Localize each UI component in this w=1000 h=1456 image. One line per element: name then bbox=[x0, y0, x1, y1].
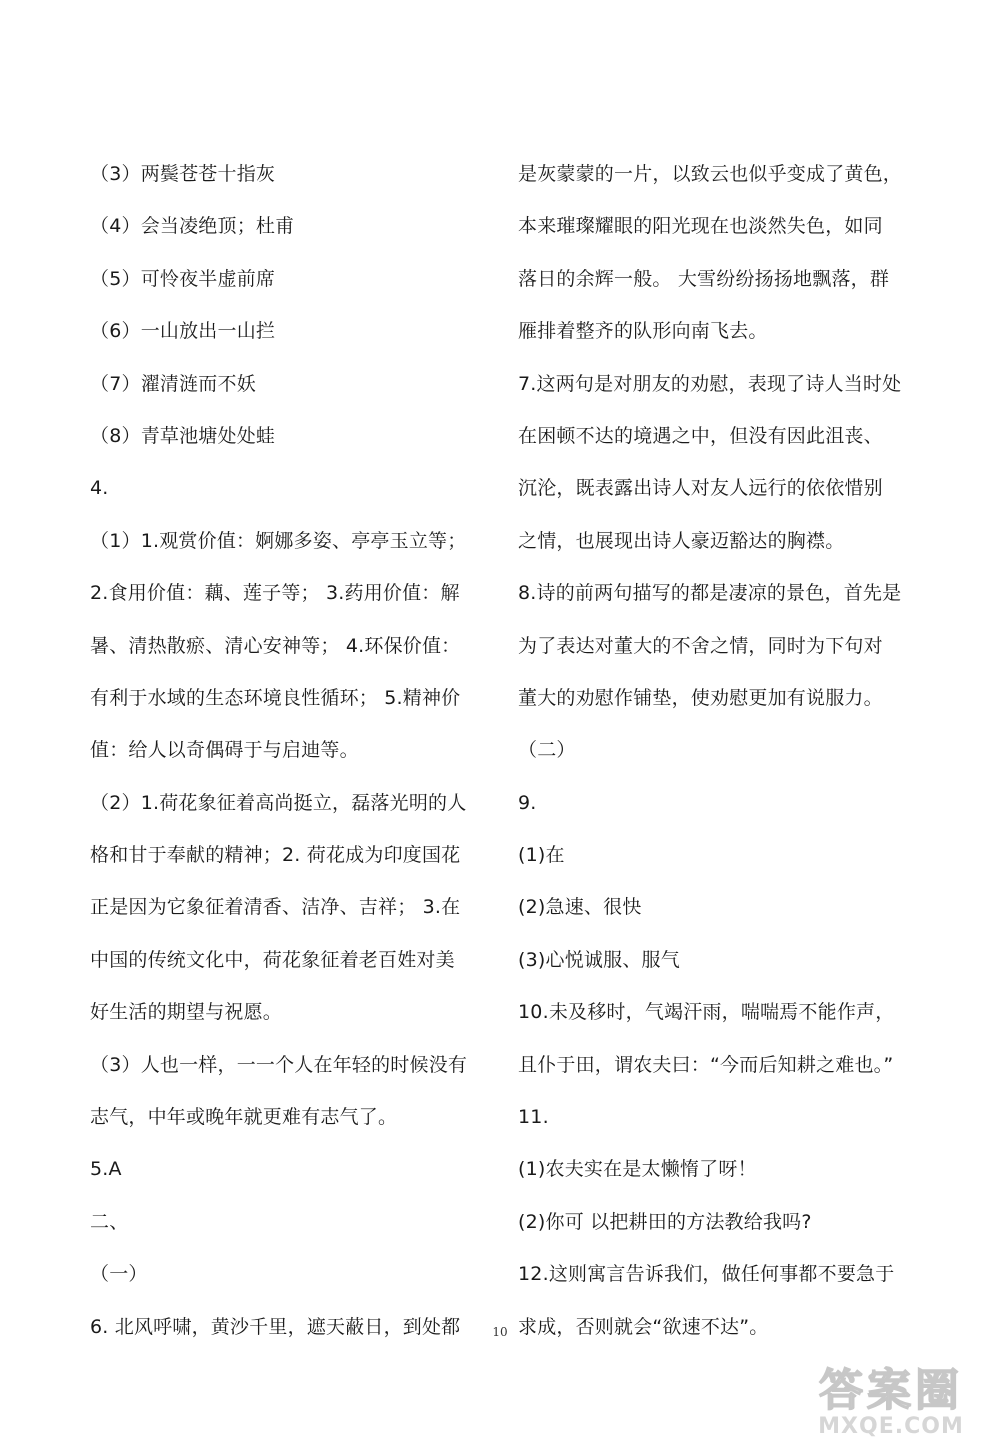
text-line: （7）濯清涟而不妖 bbox=[90, 372, 256, 395]
text-line: （1）1.观赏价值：婀娜多姿、亭亭玉立等； bbox=[90, 529, 467, 552]
text-line: 10.未及移时，气竭汗雨，喘喘焉不能作声， bbox=[518, 1001, 895, 1024]
text-line: 且仆于田，谓农夫曰：“今而后知耕之难也。” bbox=[518, 1053, 894, 1076]
text-line: (1)农夫实在是太懒惰了呀！ bbox=[518, 1158, 757, 1181]
text-line: 为了表达对董大的不舍之情，同时为下句对 bbox=[518, 634, 883, 657]
text-line: 本来璀璨耀眼的阳光现在也淡然失色，如同 bbox=[518, 215, 883, 238]
text-line: 12.这则寓言告诉我们，做任何事都不要急于 bbox=[518, 1263, 895, 1286]
text-line: 4. bbox=[90, 477, 109, 500]
text-line: 落日的余辉一般。 大雪纷纷扬扬地飘落，群 bbox=[518, 267, 890, 290]
text-line: （6）一山放出一山拦 bbox=[90, 320, 276, 343]
text-line: 中国的传统文化中，荷花象征着老百姓对美 bbox=[90, 948, 455, 971]
text-line: 雁排着整齐的队形向南飞去。 bbox=[518, 320, 768, 343]
text-line: 6. 北风呼啸，黄沙千里，遮天蔽日，到处都 bbox=[90, 1315, 461, 1338]
text-line: （5）可怜夜半虚前席 bbox=[90, 267, 276, 290]
text-line: 2.食用价值：藕、莲子等； 3.药用价值：解 bbox=[90, 582, 460, 605]
text-line: （4）会当凌绝顶；杜甫 bbox=[90, 215, 295, 238]
text-line: 7.这两句是对朋友的劝慰，表现了诗人当时处 bbox=[518, 372, 902, 395]
text-line: 董大的劝慰作铺垫，使劝慰更加有说服力。 bbox=[518, 686, 883, 709]
text-line: (3)心悦诚服、服气 bbox=[518, 948, 680, 971]
text-line: 9. bbox=[518, 791, 537, 814]
text-line: （一） bbox=[90, 1263, 148, 1286]
text-line: 8.诗的前两句描写的都是凄凉的景色，首先是 bbox=[518, 582, 902, 605]
text-line: 格和甘于奉献的精神；2. 荷花成为印度国花 bbox=[90, 844, 461, 867]
text-line: （8）青草池塘处处蛙 bbox=[90, 424, 276, 447]
text-line: （二） bbox=[518, 739, 576, 762]
text-line: 有利于水域的生态环境良性循环； 5.精神价 bbox=[90, 686, 461, 709]
text-line: (2)你可 以把耕田的方法教给我吗? bbox=[518, 1210, 812, 1233]
text-line: 二、 bbox=[90, 1210, 129, 1233]
left-column bbox=[90, 148, 486, 1353]
text-line: （3）人也一样，一一个人在年轻的时候没有 bbox=[90, 1053, 468, 1076]
page-number: 10 bbox=[492, 1325, 508, 1339]
text-line: 正是因为它象征着清香、洁净、吉祥； 3.在 bbox=[90, 896, 461, 919]
text-line: 11. bbox=[518, 1106, 549, 1129]
text-line: 好生活的期望与祝愿。 bbox=[90, 1001, 283, 1024]
text-line: 5.A bbox=[90, 1158, 122, 1181]
right-column bbox=[518, 148, 918, 1353]
watermark-title: 答案圈 bbox=[819, 1365, 963, 1416]
text-line: 值：给人以奇偶碍于与启迪等。 bbox=[90, 739, 359, 762]
text-line: 暑、清热散瘀、清心安神等； 4.环保价值： bbox=[90, 634, 461, 657]
text-line: （3）两鬓苍苍十指灰 bbox=[90, 163, 276, 185]
watermark-logo bbox=[796, 1365, 986, 1446]
text-line: 是灰蒙蒙的一片，以致云也似乎变成了黄色， bbox=[518, 163, 903, 185]
text-line: (2)急速、很快 bbox=[518, 896, 642, 919]
text-line: 在困顿不达的境遇之中，但没有因此沮丧、 bbox=[518, 424, 883, 447]
watermark-domain: MXQE.COM bbox=[818, 1414, 964, 1439]
text-line: 志气，中年或晚年就更难有志气了。 bbox=[90, 1106, 398, 1129]
text-line: 求成，否则就会“欲速不达”。 bbox=[518, 1315, 769, 1338]
text-line: (1)在 bbox=[518, 844, 565, 867]
text-line: 沉沦，既表露出诗人对友人远行的依依惜别 bbox=[518, 477, 883, 500]
text-line: 之情，也展现出诗人豪迈豁达的胸襟。 bbox=[518, 529, 845, 552]
text-line: （2）1.荷花象征着高尚挺立，磊落光明的人 bbox=[90, 791, 467, 814]
